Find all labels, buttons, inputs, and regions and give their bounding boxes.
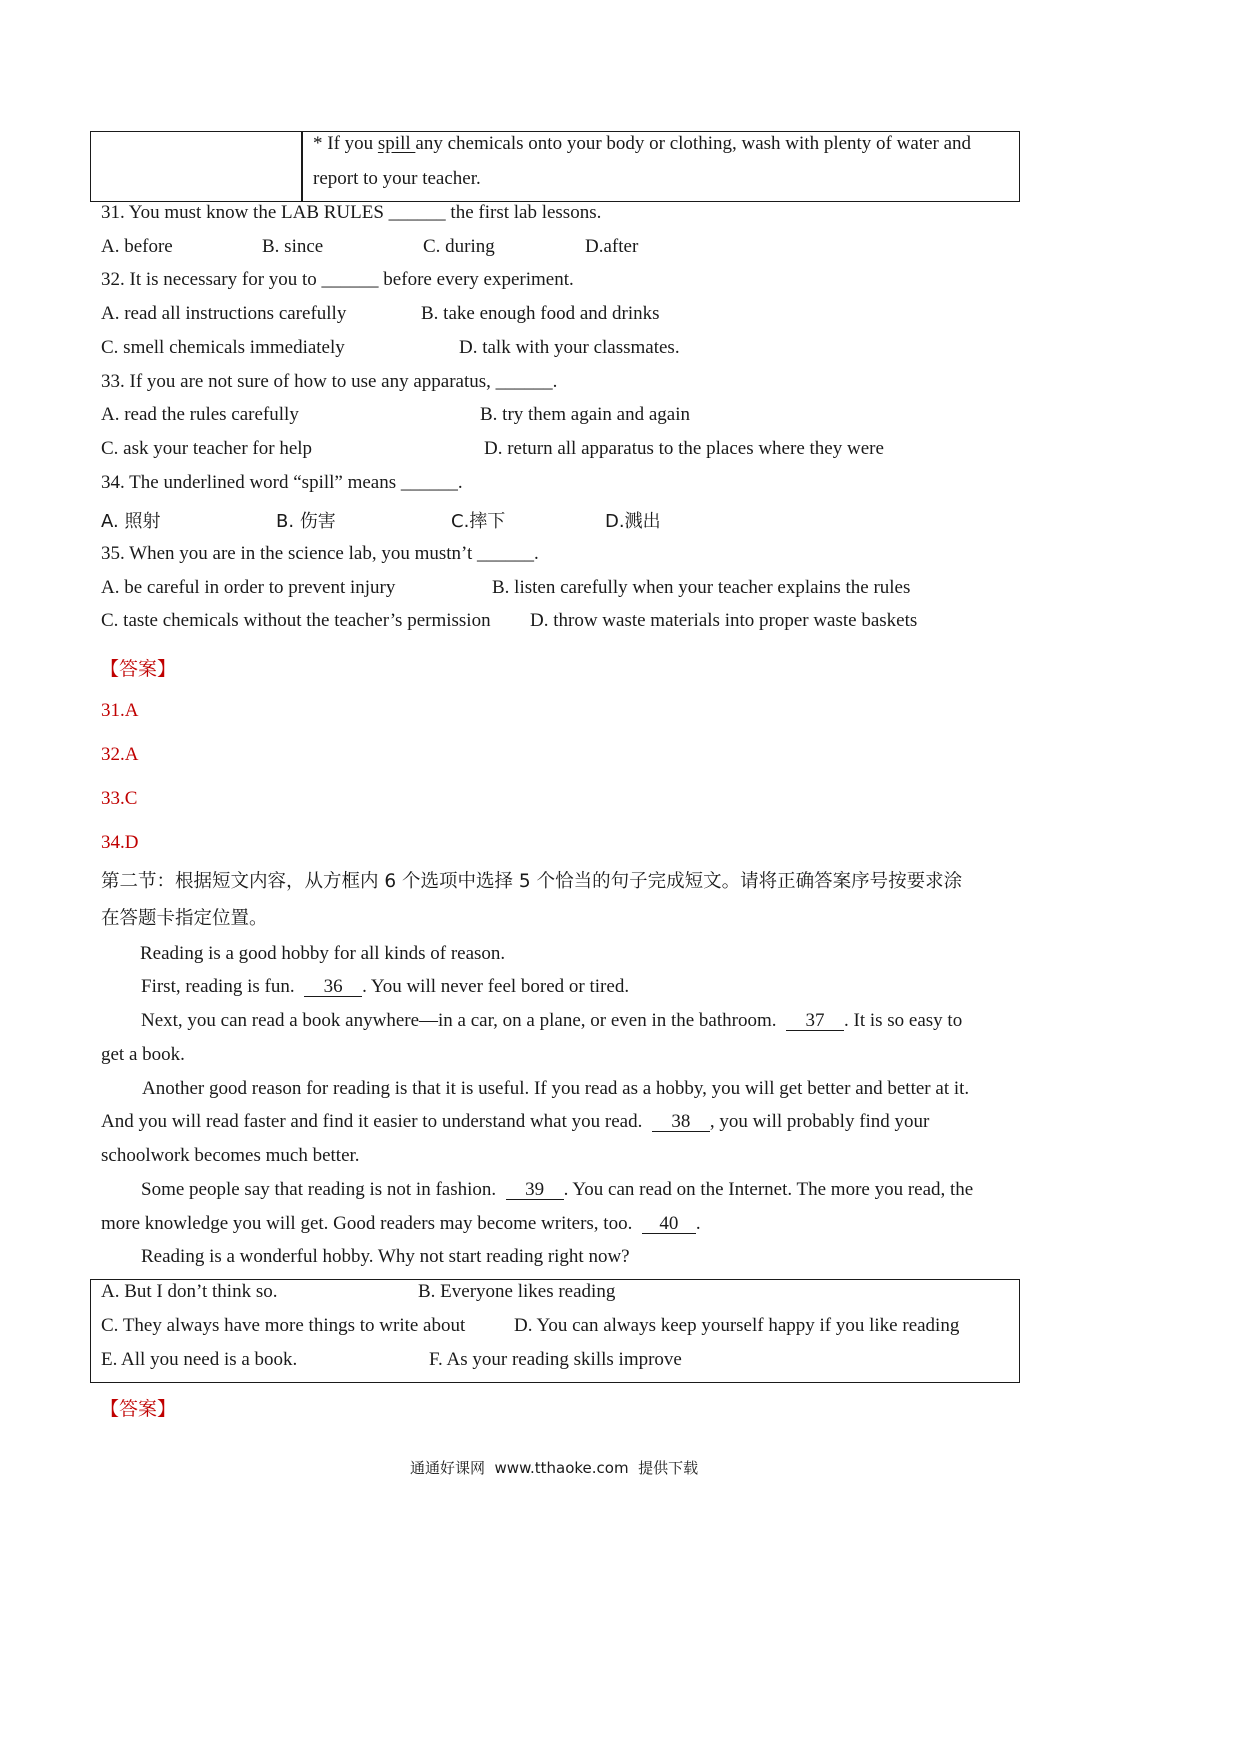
question-33-option-d: D. return all apparatus to the places where they were <box>484 438 884 459</box>
question-35-option-b: B. listen carefully when your teacher explains the rules <box>492 577 911 598</box>
blank-37: 37 <box>786 1012 844 1031</box>
question-34-option-a: A. 照射 <box>101 511 161 532</box>
question-33-option-a: A. read the rules carefully <box>101 404 299 425</box>
passage-paragraph-1: Reading is a good hobby for all kinds of reason. <box>140 943 506 964</box>
choice-d: D. You can always keep yourself happy if you like reading <box>514 1315 960 1336</box>
passage-paragraph-4-line1: Another good reason for reading is that it is useful. If you read as a hobby, you will get better and better at it. <box>142 1078 970 1099</box>
passage-paragraph-3: Next, you can read a book anywhere—in a car, on a plane, or even in the bathroom. 37 . It is so easy to <box>141 1010 963 1031</box>
rules-table-cell-line2: report to your teacher. <box>313 168 481 189</box>
question-31-option-c: C. during <box>423 236 495 257</box>
question-33-option-c: C. ask your teacher for help <box>101 438 313 459</box>
footer-text: 通通好课网 www.tthaoke.com 提供下载 <box>410 1459 699 1477</box>
question-32-option-a: A. read all instructions carefully <box>101 303 347 324</box>
question-34-option-c: C.摔下 <box>451 511 506 532</box>
question-31-stem: 31. You must know the LAB RULES ______ the first lab lessons. <box>101 202 602 223</box>
blank-39: 39 <box>506 1181 564 1200</box>
blank-40: 40 <box>642 1215 696 1234</box>
passage-paragraph-3-line2: get a book. <box>101 1044 185 1065</box>
answer-32: 32.A <box>101 744 139 765</box>
passage-paragraph-6: Reading is a wonderful hobby. Why not start reading right now? <box>141 1246 630 1267</box>
question-32-option-c: C. smell chemicals immediately <box>101 337 345 358</box>
answer-34: 34.D <box>101 832 139 853</box>
passage-paragraph-4-line2: And you will read faster and find it easier to understand what you read. 38 , you will probably find your <box>101 1111 930 1132</box>
choice-f: F. As your reading skills improve <box>429 1349 682 1370</box>
question-35-option-a: A. be careful in order to prevent injury <box>101 577 396 598</box>
answer-heading: 【答案】 <box>100 658 177 680</box>
choice-b: B. Everyone likes reading <box>418 1281 616 1302</box>
question-35-stem: 35. When you are in the science lab, you mustn’t ______. <box>101 543 539 564</box>
section2-instruction-line1: 第二节：根据短文内容，从方框内 6 个选项中选择 5 个恰当的句子完成短文。请将正确答案序号按要求涂 <box>101 871 963 892</box>
choice-a: A. But I don’t think so. <box>101 1281 278 1302</box>
answer-heading-2: 【答案】 <box>100 1398 177 1420</box>
passage-paragraph-5-line1: Some people say that reading is not in fashion. 39 . You can read on the Internet. The more you read, the <box>141 1179 974 1200</box>
question-31-option-d: D.after <box>585 236 639 257</box>
question-31-option-b: B. since <box>262 236 324 257</box>
passage-paragraph-5-line2: more knowledge you will get. Good readers may become writers, too. 40 . <box>101 1213 701 1234</box>
answer-33: 33.C <box>101 788 138 809</box>
choice-c: C. They always have more things to write about <box>101 1315 466 1336</box>
passage-paragraph-2: First, reading is fun. 36 . You will never feel bored or tired. <box>141 976 630 997</box>
question-33-stem: 33. If you are not sure of how to use any apparatus, ______. <box>101 371 558 392</box>
question-35-option-c: C. taste chemicals without the teacher’s permission <box>101 610 491 631</box>
question-32-option-b: B. take enough food and drinks <box>421 303 660 324</box>
question-34-option-b: B. 伤害 <box>276 511 336 532</box>
choice-e: E. All you need is a book. <box>101 1349 298 1370</box>
question-32-option-d: D. talk with your classmates. <box>459 337 680 358</box>
question-35-option-d: D. throw waste materials into proper waste baskets <box>530 610 918 631</box>
rules-table-cell-line1: * If you spill any chemicals onto your body or clothing, wash with plenty of water and <box>313 133 972 154</box>
answer-31: 31.A <box>101 700 139 721</box>
blank-38: 38 <box>652 1113 710 1132</box>
question-33-option-b: B. try them again and again <box>480 404 690 425</box>
spill-underlined-word: spill <box>377 133 416 154</box>
question-34-option-d: D.溅出 <box>605 511 661 532</box>
section2-instruction-line2: 在答题卡指定位置。 <box>101 908 268 929</box>
question-34-stem: 34. The underlined word “spill” means ______. <box>101 472 463 493</box>
question-32-stem: 32. It is necessary for you to ______ before every experiment. <box>101 269 574 290</box>
rules-table-divider <box>301 131 303 202</box>
passage-paragraph-4-line3: schoolwork becomes much better. <box>101 1145 360 1166</box>
blank-36: 36 <box>304 978 362 997</box>
question-31-option-a: A. before <box>101 236 173 257</box>
